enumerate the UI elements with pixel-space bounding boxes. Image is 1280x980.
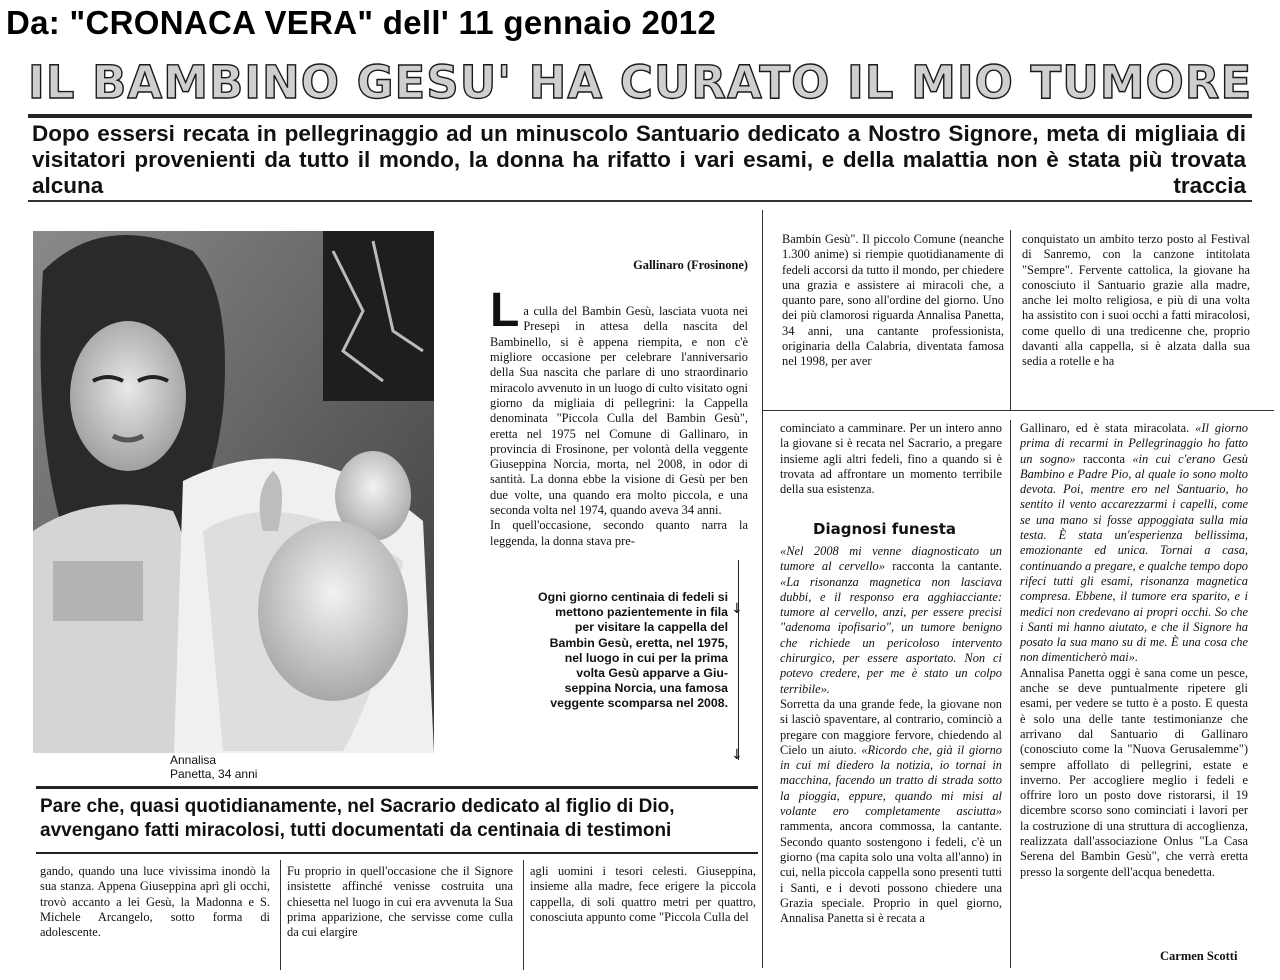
quote-text: «Ricordo che, già il giorno in cui mi diedero la notizia, io tornai in macchina, facendo un tratto di strada sotto la pioggia, eppure, quando mi misi al volante ero completamente asciutta» bbox=[780, 742, 1002, 819]
column-divider bbox=[762, 210, 763, 968]
article-column-2-top: Bambin Gesù". Il piccolo Comune (neanche 1.300 anime) si riempie quotidianamente di fedeli accorsi da tutto il mondo, per chiedere una grazia e assistere ai miracoli che, a quanto pare, sono all'ordine del giorno. Uno dei più clamorosi riguarda Annalisa Panetta, 34 anni, una cantante professionista, originaria della Calabria, diventata famosa nel 1998, per aver bbox=[782, 232, 1004, 369]
body-text: racconta bbox=[1075, 451, 1133, 466]
section-heading: Diagnosi funesta bbox=[813, 520, 957, 538]
deck-rule-bottom bbox=[36, 852, 758, 854]
pull-quote: Ogni giorno centinaia di fedeli si mettono pazientemente in fila per visitare la cappella del Bambin Gesù, eretta, nel 1975, nel luogo in cui per la prima volta Gesù apparve a Giu- seppina Norcia, una famosa veggente scomparsa nel 2008. bbox=[538, 590, 728, 711]
article-column-3-body bbox=[1020, 421, 1248, 880]
column-divider bbox=[280, 860, 281, 970]
body-text: racconta la cantante. bbox=[884, 559, 1002, 574]
deck-text: Pare che, quasi quotidianamente, nel Sacrario dedicato al figlio di Dio, avvengano fatti miracolosi, tutti documentati da centinaia di testimoni bbox=[40, 796, 675, 841]
body-text: rammenta, ancora commossa, la cantante. Secondo quanto sostengono i fedeli, c'è un giorno (ma capita solo una volta all'anno) in cui, nella piccola cappella sono presenti tutti i Santi, e i devoti possono chiedere una Grazia speciale. Proprio in quel giorno, Annalisa Panetta si è recata a bbox=[780, 819, 1002, 926]
headline: IL BAMBINO GESU' HA CURATO IL MIO TUMORE bbox=[28, 56, 1253, 109]
article-column-2-body bbox=[780, 544, 1002, 926]
article-photo bbox=[33, 231, 434, 753]
quote-text: «Nel 2008 mi venne diagnosticato un tumore al cervello» bbox=[780, 544, 1002, 574]
body-text: Annalisa Panetta oggi è sana come un pesce, anche se deve puntualmente ripetere gli esami, per vedere se tutto è a posto. E questa è solo una delle tante testimonianze che arrivano dal Santuario di Gallinaro (conosciuto come la "Nuova Gerusalemme") sempre affollato di pellegrini, estate e inverno. Per accogliere meglio i fedeli e offrire loro un posto dove ristorarsi, il 19 dicembre scorso sono cominciati i lavori per la costruzione di una struttura di accoglienza, realizzata dall'associazione Onlus "La Casa Serena del Bambin Gesù", che verrà eretta presso la sorgente dell'acqua benedetta. bbox=[1020, 665, 1248, 879]
dateline: Gallinaro (Frosinone) bbox=[633, 258, 748, 273]
subhead-rule bbox=[28, 200, 1252, 202]
body-text: Gallinaro, ed è stata miracolata. bbox=[1020, 421, 1196, 435]
author-signature: Carmen Scotti bbox=[1160, 949, 1238, 963]
bottom-column-2: Fu proprio in quell'occasione che il Signore insistette affinché venisse costruita una chiesetta nel luogo in cui era avvenuta la Sua prima apparizione, che servisse come culla da cui elargire bbox=[287, 864, 513, 940]
drop-cap: L bbox=[490, 283, 520, 337]
deck-rule-top bbox=[36, 786, 758, 789]
body-text: Sorretta da una grande fede, la giovane non si lasciò spaventare, al contrario, cominciò a pregare con maggiore fervore, chiedendo al Cielo un aiuto. bbox=[780, 696, 1002, 757]
bottom-column-1: gando, quando una luce vivissima inondò la sua stanza. Appena Giuseppina aprì gli occhi, trovò accanto a lei Gesù, la Madonna e S. Michele Arcangelo, sotto forma di adolescente. bbox=[40, 864, 270, 940]
source-line: Da: "CRONACA VERA" dell' 11 gennaio 2012 bbox=[6, 4, 717, 41]
photo-illustration bbox=[33, 231, 434, 753]
column-divider bbox=[1010, 420, 1011, 968]
arrow-down-icon: ↓ bbox=[731, 601, 743, 617]
subheadline: Dopo essersi recata in pellegrinaggio ad un minuscolo Santuario dedicato a Nostro Signore, meta di migliaia di visitatori provenienti da tutto il mondo, la donna ha rifatto i vari esami, e della malattia non è stata più trovata alcuna traccia bbox=[32, 121, 1246, 198]
column-divider bbox=[523, 860, 524, 970]
article-column-1 bbox=[490, 243, 748, 549]
bottom-column-3: agli uomini i tesori celesti. Giuseppina, insieme alla madre, fece erigere la piccola cappella, di soli quattro metri per quattro, conosciuta appunto come "Piccola Culla del bbox=[530, 864, 756, 924]
quote-text: «in cui c'erano Gesù Bambino e Padre Pio, al quale io sono molto devota. Poi, mentre ero nel Santuario, ho sentito il vento accarezzarmi i capelli, come se una mano si fosse appoggiata sulla mia testa. È stata un'esperienza bellissima, emozionante ed unica. Tornai a casa, continuando a pregare, e qualche tempo dopo rifeci tutti gli esami, risonanza magnetica compresa. Ebbene, il tumore era sparito, e i medici non credevano ai propri occhi. So che i Santi mi hanno aiutato, e che il Signore ha posato la sua mano su di me. È una cosa che non dimenticherò mai». bbox=[1020, 451, 1249, 665]
article-column-2-mid: cominciato a camminare. Per un intero anno la giovane si è recata nel Sacrario, a pregare insieme agli altri fedeli, fino a quando si è trovata ad affrontare un momento terribile della sua esistenza. bbox=[780, 421, 1002, 497]
section-rule bbox=[762, 410, 1274, 411]
quote-text: «Il giorno prima di recarmi in Pellegrinaggio ho fatto un sogno» bbox=[1020, 421, 1248, 466]
arrow-down-icon: ↓ bbox=[731, 747, 743, 763]
photo-caption: Annalisa Panetta, 34 anni bbox=[170, 753, 258, 781]
pull-quote-arrow-line bbox=[738, 560, 739, 760]
column-1-text: a culla del Bambin Gesù, lasciata vuota nei Presepi in attesa della nascita del Bambinello, si è appena riempita, e non c'è migliore occasione per celebrare l'anniversario della Sua nascita che parlare di uno straordinario miracolo avvenuto in un luogo di culto visitato ogni giorno da migliaia di pellegrini: la Cappella denominata "Piccola Culla del Bambin Gesù", eretta nel 1975 nel Comune di Gallinaro, in provincia di Frosinone, per volontà della veggente Giuseppina Norcia, morta, nel 2008, in odor di santità. La donna ebbe la visione di Gesù per ben due volte, una quando era molto piccola, e una seconda volta nel 1974, quando aveva 34 anni. In quell'occasione, secondo quanto narra la leggenda, la donna stava pre- bbox=[490, 304, 748, 548]
article-column-3-top: conquistato un ambito terzo posto al Festival di Sanremo, con la canzone intitolata "Sempre". Fervente cattolica, la giovane ha conosciuto il Santuario grazie alla madre, anche lei molto religiosa, e più di una volta ha assistito con i suoi occhi a fatti miracolosi, come quello di una tredicenne che, proprio davanti alla cappella, si è alzata dalla sua sedia a rotelle e ha bbox=[1022, 232, 1250, 369]
quote-text: «La risonanza magnetica non lasciava dubbi, e il responso era agghiacciante: tumore al cervello, anzi, per essere precisi "adenoma ipofisario", un tumore benigno che richiede un pericoloso intervento chirurgico, per essere asportato. Non ci potevo credere, per me è stato un colpo terribile». bbox=[780, 574, 1002, 696]
column-divider bbox=[1010, 230, 1011, 410]
headline-rule bbox=[28, 114, 1252, 118]
